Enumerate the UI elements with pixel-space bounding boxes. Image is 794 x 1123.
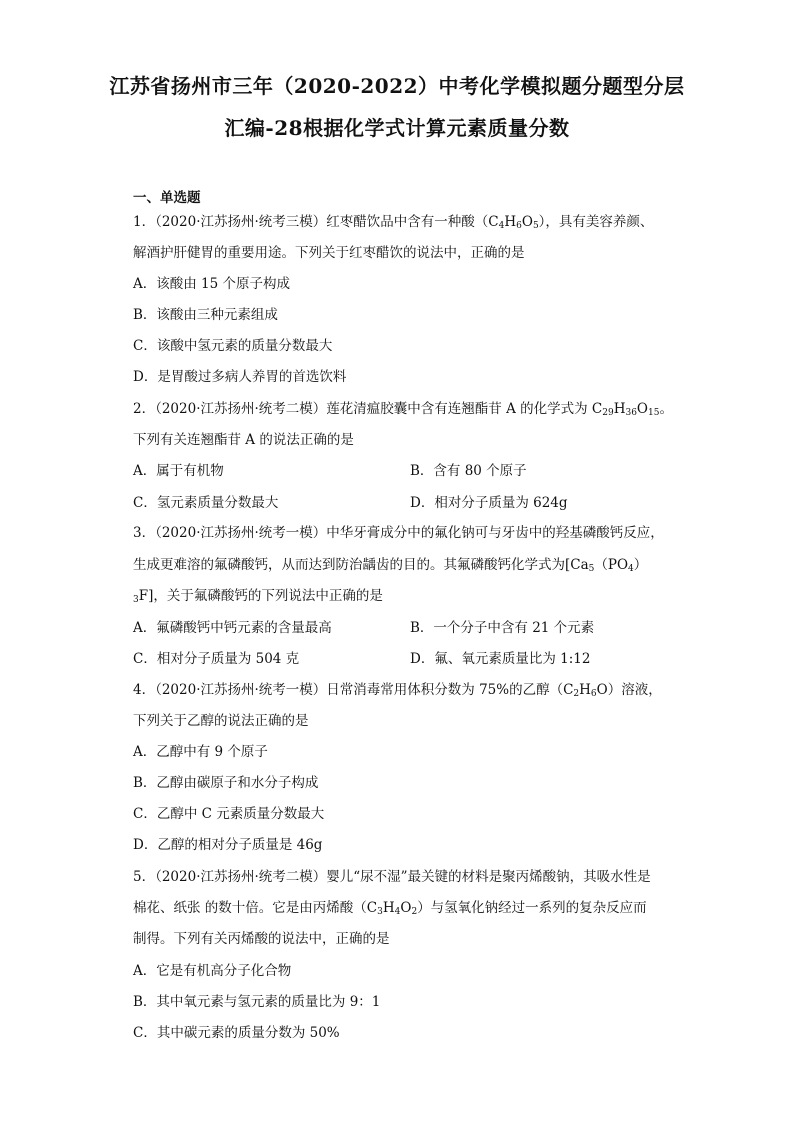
question-2-stem-line-2: 下列有关连翘酯苷 A 的说法正确的是 — [133, 432, 354, 448]
question-1-option-c: C．该酸中氢元素的质量分数最大 — [133, 338, 333, 354]
question-1-stem-line-2: 解酒护肝健胃的重要用途。下列关于红枣醋饮的说法中，正确的是 — [133, 245, 525, 261]
question-1-stem-line-1: 1．（2020·江苏扬州·统考三模）红枣醋饮品中含有一种酸$(C_4H_6O_5)$，具有美容养颜、 — [133, 214, 654, 231]
question-2-option-b: B．含有 80 个原子 — [410, 463, 527, 479]
document-title-line-2: 汇编-28根据化学式计算元素质量分数 — [224, 116, 570, 140]
question-2-option-d: D．相对分子质量为 624g — [410, 495, 568, 511]
question-3-option-d: D．氟、氧元素质量比为 1:12 — [410, 651, 591, 667]
question-1-option-d: D．是胃酸过多病人养胃的首选饮料 — [133, 369, 347, 385]
question-4-option-d: D．乙醇的相对分子质量是 46g — [133, 837, 323, 853]
question-5-stem-line-1: 5．（2020·江苏扬州·统考二模）婴儿“尿不湿”最关键的材料是聚丙烯酸钠，其吸水性是 — [133, 869, 651, 885]
question-3-stem-line-3: $_3$F]，关于氟磷酸钙的下列说法中正确的是 — [133, 588, 383, 605]
question-1-option-a: A．该酸由 15 个原子构成 — [133, 276, 291, 292]
question-2-option-a: A．属于有机物 — [133, 463, 224, 479]
question-2-option-c: C．氢元素质量分数最大 — [133, 495, 279, 511]
question-4-option-a: A．乙醇中有 9 个原子 — [133, 744, 268, 760]
question-5-stem-line-2: 棉花、纸张 的数十倍。它是由丙烯酸$(C_3H_4O_2)$与氢氧化钠经过一系列的复杂反应而 — [133, 900, 647, 917]
question-3-option-c: C．相对分子质量为 504 克 — [133, 651, 300, 667]
question-4-stem-line-1: 4．（2020·江苏扬州·统考一模）日常消毒常用体积分数为 75%的乙醇$(C_2H_6O)$溶液， — [133, 682, 662, 699]
section-heading: 一、单选题 — [133, 190, 201, 206]
question-3-stem-line-2: 生成更难溶的氟磷酸钙，从而达到防治龋齿的目的。其氟磷酸钙化学式为[$Ca_5(PO_4)$ — [133, 557, 648, 574]
question-4-option-c: C．乙醇中 C 元素质量分数最大 — [133, 806, 325, 822]
question-3-option-b: B．一个分子中含有 21 个元素 — [410, 620, 595, 636]
question-5-stem-line-3: 制得。下列有关丙烯酸的说法中，正确的是 — [133, 931, 390, 947]
question-4-stem-line-2: 下列关于乙醇的说法正确的是 — [133, 713, 309, 729]
question-5-option-a: A．它是有机高分子化合物 — [133, 963, 292, 979]
question-5-option-c: C．其中碳元素的质量分数为 50% — [133, 1025, 340, 1041]
question-3-stem-line-1: 3．（2020·江苏扬州·统考一模）中华牙膏成分中的氟化钠可与牙齿中的羟基磷酸钙反应， — [133, 525, 664, 541]
document-title-line-1: 江苏省扬州市三年（2020-2022）中考化学模拟题分题型分层 — [109, 74, 685, 98]
question-5-option-b: B．其中氧元素与氢元素的质量比为 9：1 — [133, 994, 381, 1010]
question-4-option-b: B．乙醇由碳原子和水分子构成 — [133, 775, 319, 791]
question-3-option-a: A．氟磷酸钙中钙元素的含量最高 — [133, 620, 332, 636]
question-2-stem-line-1: 2．（2020·江苏扬州·统考二模）莲花清瘟胶囊中含有连翘酯苷 A 的化学式为 $C_{29}H_{36}O_{15}$。 — [133, 401, 673, 418]
question-1-option-b: B．该酸由三种元素组成 — [133, 307, 278, 323]
